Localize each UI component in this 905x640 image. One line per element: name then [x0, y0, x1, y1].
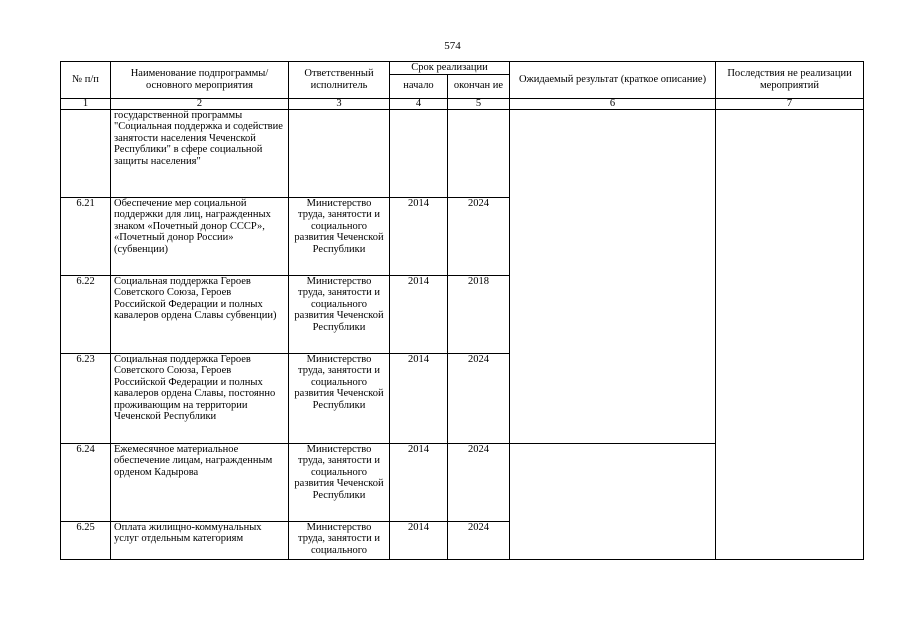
row-start: 2014 [390, 275, 448, 353]
row-name: Обеспечение мер социальной поддержки для лиц, награжденных знаком «Почетный донор СССР», «Почетный донор России» (субвенции) [111, 197, 289, 275]
col-number: 4 [390, 98, 448, 109]
col-number: 5 [448, 98, 510, 109]
col-number: 1 [61, 98, 111, 109]
row-end: 2024 [448, 443, 510, 521]
col-number: 6 [510, 98, 716, 109]
row-responsible: Министерство труда, занятости и социального развития Чеченской Республики [289, 197, 390, 275]
row-end: 2024 [448, 521, 510, 559]
row-num: 6.25 [61, 521, 111, 559]
row-name: государственной программы "Социальная поддержка и содействие занятости населения Чеченской Республики" в сфере социальной защиты населения" [111, 109, 289, 197]
row-start: 2014 [390, 353, 448, 443]
header-term: Срок реализации [390, 62, 510, 75]
row-responsible: Министерство труда, занятости и социального развития Чеченской Республики [289, 443, 390, 521]
row-num: 6.24 [61, 443, 111, 521]
col-number: 3 [289, 98, 390, 109]
row-responsible: Министерство труда, занятости и социального развития Чеченской Республики [289, 275, 390, 353]
row-end: 2024 [448, 353, 510, 443]
result-cell [510, 443, 716, 559]
row-num: 6.23 [61, 353, 111, 443]
row-num [61, 109, 111, 197]
row-name: Оплата жилищно-коммунальных услуг отдельным категориям [111, 521, 289, 559]
header-start: начало [390, 74, 448, 98]
row-end: 2018 [448, 275, 510, 353]
row-start: 2014 [390, 521, 448, 559]
row-responsible: Министерство труда, занятости и социального развития Чеченской Республики [289, 353, 390, 443]
col-number: 7 [716, 98, 864, 109]
header-end: окончан ие [448, 74, 510, 98]
row-name: Ежемесячное материальное обеспечение лицам, награжденным орденом Кадырова [111, 443, 289, 521]
row-name: Социальная поддержка Героев Советского Союза, Героев Российской Федерации и полных кавалеров ордена Славы, постоянно проживающим на территории Чеченской Республики [111, 353, 289, 443]
row-start: 2014 [390, 197, 448, 275]
consequences-cell [716, 109, 864, 559]
page-number: 574 [444, 40, 461, 52]
header-name: Наименование подпрограммы/ основного мероприятия [111, 62, 289, 99]
result-cell [510, 109, 716, 443]
row-start: 2014 [390, 443, 448, 521]
row-responsible: Министерство труда, занятости и социального [289, 521, 390, 559]
header-responsible: Ответственный исполнитель [289, 62, 390, 99]
table-row [61, 109, 864, 197]
row-num: 6.22 [61, 275, 111, 353]
row-end: 2024 [448, 197, 510, 275]
program-table [60, 61, 864, 560]
row-name: Социальная поддержка Героев Советского Союза, Героев Российской Федерации и полных кавалеров ордена Славы субвенции) [111, 275, 289, 353]
header-num: № п/п [61, 62, 111, 99]
header-consequences: Последствия не реализации мероприятий [716, 62, 864, 99]
row-num: 6.21 [61, 197, 111, 275]
col-number: 2 [111, 98, 289, 109]
header-result: Ожидаемый результат (краткое описание) [510, 62, 716, 99]
